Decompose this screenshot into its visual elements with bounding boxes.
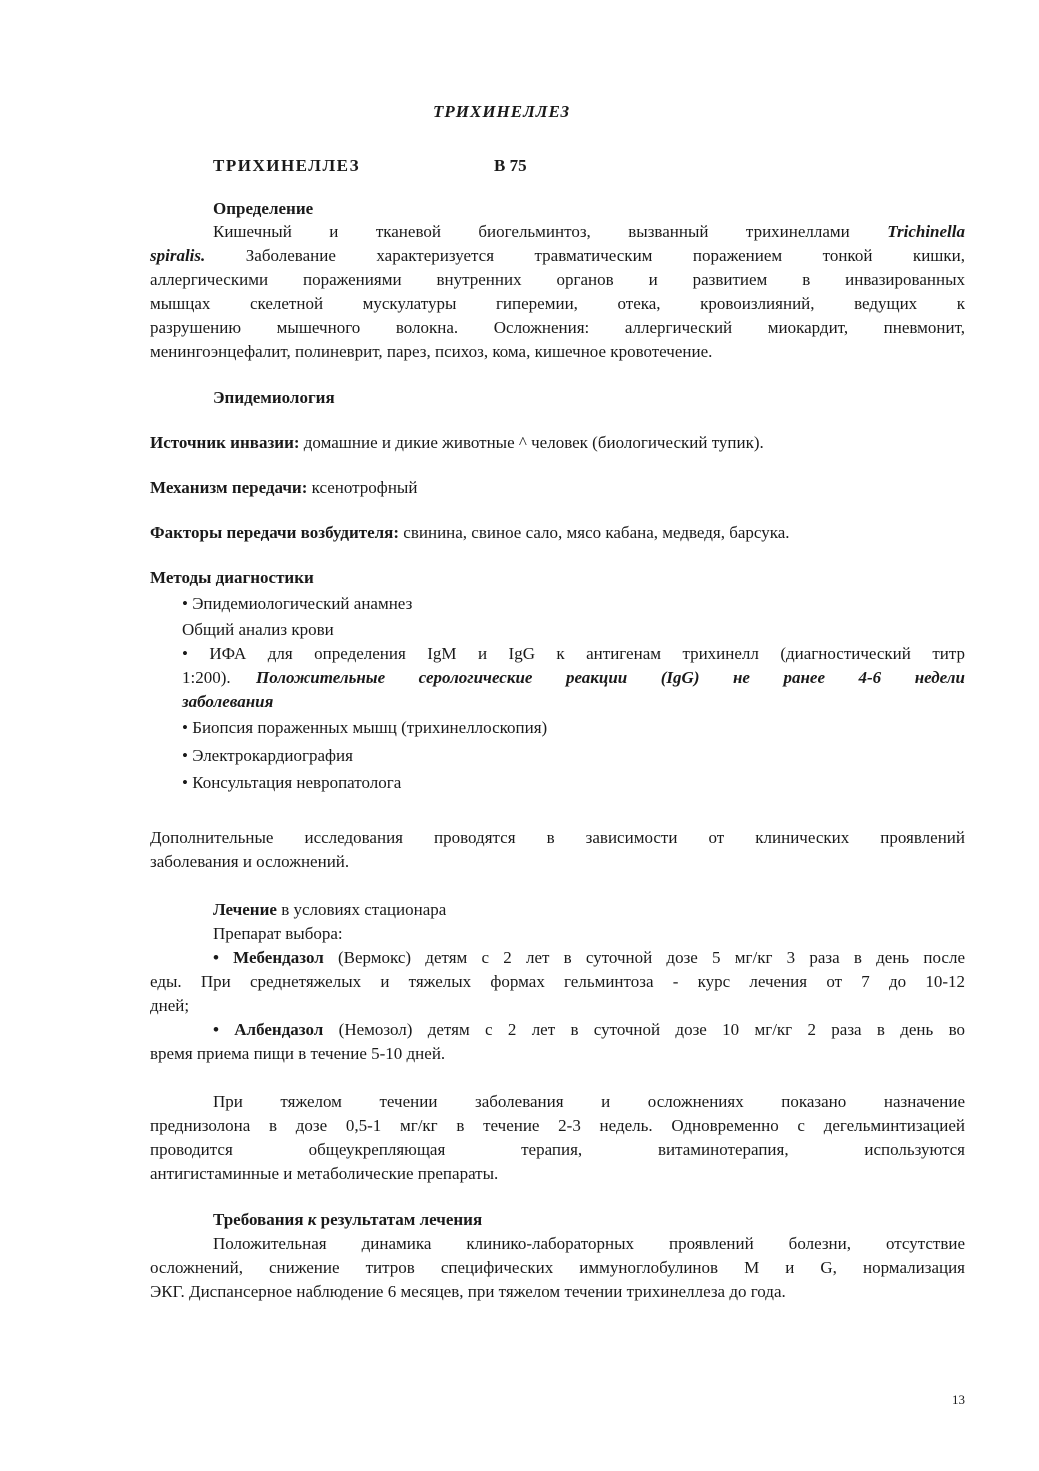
epidemiology-heading: Эпидемиология: [213, 388, 335, 407]
definition-line-4: мышцах скелетной мускулатуры гиперемии, отека, кровоизлияний, ведущих к: [150, 294, 965, 313]
page-title: ТРИХИНЕЛЛЕЗ: [433, 102, 571, 121]
diagnostics-heading: Методы диагностики: [150, 568, 314, 587]
definition-heading: Определение: [213, 199, 314, 218]
requirements-line-2: осложнений, снижение титров специфических иммуноглобулинов М и G, нормализация: [150, 1258, 965, 1277]
definition-line-6: менингоэнцефалит, полиневрит, парез, психоз, кома, кишечное кровотечение.: [150, 342, 713, 361]
disease-name: ТРИХИНЕЛЛЕЗ: [213, 156, 361, 175]
requirements-line-1: Положительная динамика клинико-лабораторных проявлений болезни, отсутствие: [213, 1234, 965, 1253]
drug-choice: Препарат выбора:: [213, 924, 343, 943]
drug1-line-2: еды. При среднетяжелых и тяжелых формах гельминтоза - курс лечения от 7 до 10-12: [150, 972, 965, 991]
diagnostics-item: • Электрокардиография: [182, 746, 353, 765]
drug2-line-2: время приема пищи в течение 5-10 дней.: [150, 1044, 446, 1063]
diagnostics-item-cont: 1:200).: [182, 668, 231, 687]
icd-code: В 75: [494, 156, 527, 175]
infection-source: Источник инвазии: домашние и дикие животные ^ человек (биологический тупик).: [150, 433, 764, 452]
additional-line-1: Дополнительные исследования проводятся в зависимости от клинических проявлений: [150, 828, 965, 847]
requirements-heading: Требования к результатам лечения: [213, 1210, 483, 1229]
definition-line-2: spiralis. Заболевание характеризуется травматическим поражением тонкой кишки,: [150, 246, 965, 265]
severe-line-1: При тяжелом течении заболевания и осложнениях показано назначение: [213, 1092, 965, 1111]
serology-note-cont: заболевания: [182, 692, 274, 711]
definition-line-3: аллергическими поражениями внутренних органов и развитием в инвазированных: [150, 270, 965, 289]
definition-line-1: Кишечный и тканевой биогельминтоз, вызванный трихинеллами Trichinella: [213, 222, 965, 241]
diagnostics-item: • Биопсия пораженных мышц (трихинеллоскопия): [182, 718, 548, 737]
page-number: 13: [952, 1392, 965, 1407]
severe-line-3: проводится общеукрепляющая терапия, витаминотерапия, используются: [150, 1140, 965, 1159]
diagnostics-item: Общий анализ крови: [182, 620, 334, 639]
transmission-factors: Факторы передачи возбудителя: свинина, свиное сало, мясо кабана, медведя, барсука.: [150, 523, 790, 542]
severe-line-2: преднизолона в дозе 0,5-1 мг/кг в течение 2-3 недель. Одновременно с дегельминтизацией: [150, 1116, 965, 1135]
transmission-mechanism: Механизм передачи: ксенотрофный: [150, 478, 418, 497]
requirements-line-3: ЭКГ. Диспансерное наблюдение 6 месяцев, при тяжелом течении трихинеллеза до года.: [150, 1282, 786, 1301]
diagnostics-item: • Эпидемиологический анамнез: [182, 594, 413, 613]
drug2-line-1: • Албендазол (Немозол) детям с 2 лет в суточной дозе 10 мг/кг 2 раза в день во: [213, 1020, 965, 1039]
serology-note: Положительные серологические реакции (IgG) не ранее 4-6 недели: [256, 668, 965, 687]
severe-line-4: антигистаминные и метаболические препараты.: [150, 1164, 499, 1183]
treatment-heading: Лечение в условиях стационара: [213, 900, 447, 919]
diagnostics-item: • Консультация невропатолога: [182, 773, 402, 792]
definition-line-5: разрушению мышечного волокна. Осложнения: аллергический миокардит, пневмонит,: [150, 318, 965, 337]
drug1-line-3: дней;: [150, 996, 190, 1015]
diagnostics-item: • ИФА для определения IgM и IgG к антигенам трихинелл (диагностический титр: [182, 644, 965, 663]
drug1-line-1: • Мебендазол (Вермокс) детям с 2 лет в суточной дозе 5 мг/кг 3 раза в день после: [213, 948, 965, 967]
additional-line-2: заболевания и осложнений.: [150, 852, 350, 871]
